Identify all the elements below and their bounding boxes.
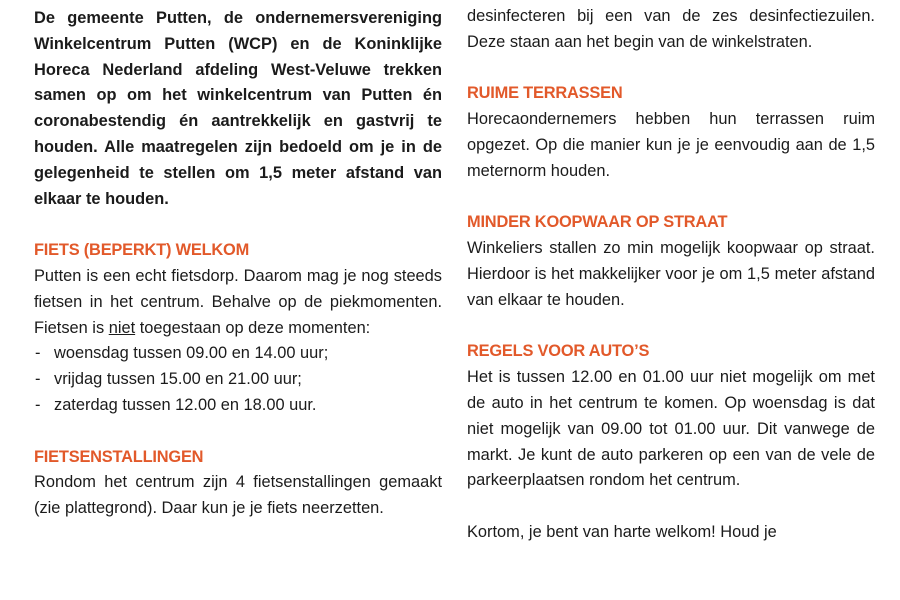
heading-regels-autos: REGELS VOOR AUTO’S bbox=[467, 342, 650, 361]
terrassen-paragraph: Horecaondernemers hebben hun terrassen ruim opgezet. Op die manier kun je je eenvoudig aan de 1,5 meternorm houden. bbox=[467, 110, 875, 180]
koopwaar-paragraph: Winkeliers stallen zo min mogelijk koopwaar op straat. Hierdoor is het makkelijker voor je om 1,5 meter afstand van elkaar te houden. bbox=[467, 239, 875, 309]
dash-mark: - bbox=[35, 370, 41, 389]
list-item-text: vrijdag tussen 15.00 en 21.00 uur; bbox=[54, 370, 302, 389]
intro-paragraph: De gemeente Putten, de ondernemersvereniging Winkelcentrum Putten (WCP) en de Koninklijke Horeca Nederland afdeling West-Veluwe trekken samen op om het winkelcentrum van Putten én coronabestendig én aantrekkelijk en gastvrij te houden. Alle maatregelen zijn bedoeld om je in de gelegenheid te stellen om 1,5 meter afstand van elkaar te houden. bbox=[34, 9, 442, 208]
fiets-paragraph bbox=[34, 264, 442, 341]
fiets-text-before: Putten is een echt fietsdorp. Daarom mag je nog steeds fietsen in het centrum. Behalve op de piekmomenten. Fietsen is bbox=[34, 266, 442, 337]
list-item bbox=[34, 393, 442, 419]
heading-fietsenstallingen: FIETSENSTALLINGEN bbox=[34, 447, 204, 466]
left-column bbox=[34, 0, 442, 522]
fiets-times-list bbox=[34, 341, 442, 418]
list-item bbox=[34, 367, 442, 393]
heading-fiets-welkom: FIETS (BEPERKT) WELKOM bbox=[34, 241, 250, 260]
dash-mark: - bbox=[35, 395, 41, 414]
right-column bbox=[467, 0, 875, 546]
list-item-text: zaterdag tussen 12.00 en 18.00 uur. bbox=[54, 395, 317, 414]
fiets-text-underline: niet bbox=[108, 318, 136, 337]
dash-mark: - bbox=[35, 344, 41, 363]
list-item-text: woensdag tussen 09.00 en 14.00 uur; bbox=[54, 344, 329, 363]
autos-paragraph: Het is tussen 12.00 en 01.00 uur niet mogelijk om met de auto in het centrum te komen. Op woensdag is dat niet mogelijk van 09.00 tot 01.00 uur. Dit vanwege de markt. Je kunt de auto parkeren op een van de vele de parkeerplaatsen rondom het centrum. bbox=[467, 368, 875, 490]
heading-ruime-terrassen: RUIME TERRASSEN bbox=[467, 84, 623, 103]
fiets-text-after: toegestaan op deze momenten: bbox=[135, 318, 371, 337]
continuation-paragraph: desinfecteren bij een van de zes desinfectiezuilen. Deze staan aan het begin van de winkelstraten. bbox=[467, 7, 875, 51]
heading-minder-koopwaar: MINDER KOOPWAAR OP STRAAT bbox=[467, 213, 728, 232]
kortom-paragraph: Kortom, je bent van harte welkom! Houd je bbox=[467, 522, 777, 541]
list-item bbox=[34, 341, 442, 367]
stallingen-paragraph: Rondom het centrum zijn 4 fietsenstallingen gemaakt (zie plattegrond). Daar kun je je fiets neerzetten. bbox=[34, 473, 442, 518]
